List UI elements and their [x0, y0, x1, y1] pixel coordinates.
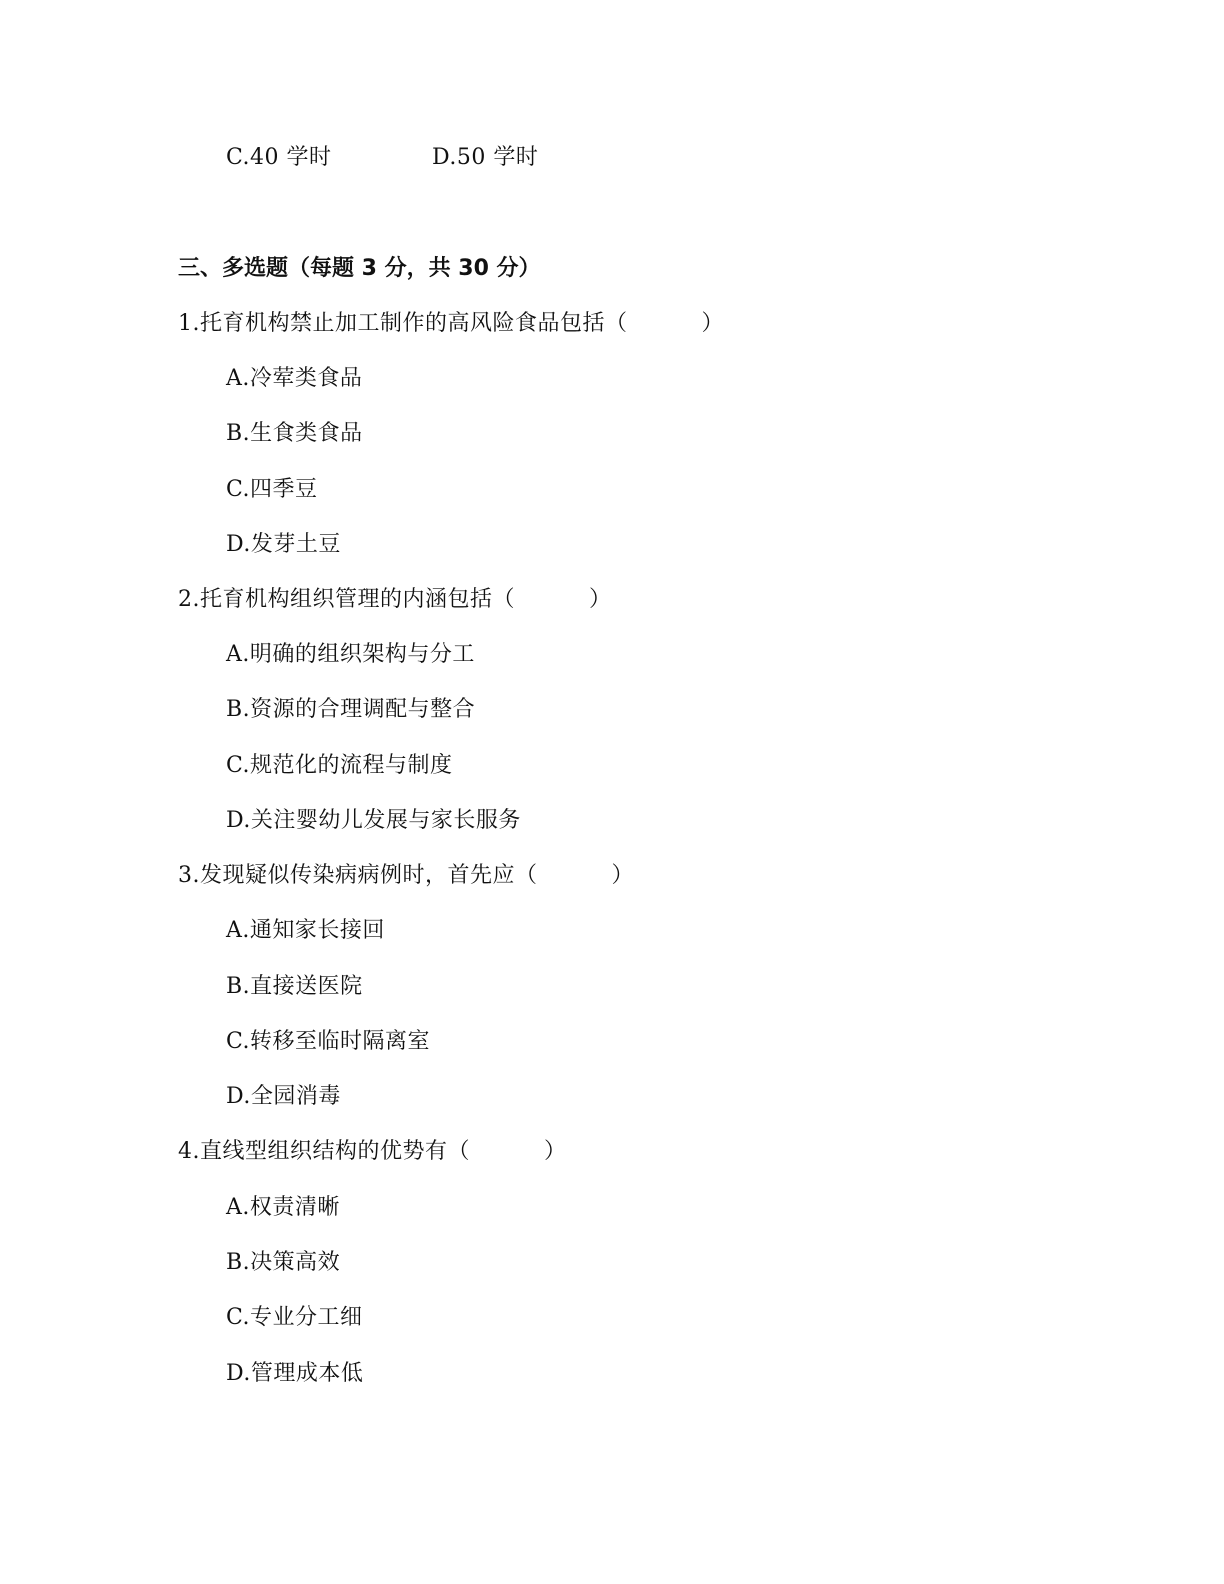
- q1-option-a: A.冷荤类食品: [226, 366, 363, 391]
- question-stem: 2.托育机构组织管理的内涵包括（: [178, 587, 515, 612]
- q4-option-d: D.管理成本低: [226, 1361, 364, 1386]
- q4-option-b: B.决策高效: [226, 1250, 341, 1275]
- question-3: [178, 861, 634, 891]
- q1-option-b: B.生食类食品: [226, 421, 363, 446]
- question-1: [178, 309, 724, 339]
- q2-option-d: D.关注婴幼儿发展与家长服务: [226, 808, 521, 833]
- q2-option-a: A.明确的组织架构与分工: [226, 642, 475, 667]
- prev-option-d: D.50 学时: [432, 145, 539, 170]
- question-close-paren: ）: [544, 1139, 567, 1164]
- q3-option-b: B.直接送医院: [226, 974, 363, 999]
- q4-option-c: C.专业分工细: [226, 1305, 363, 1330]
- q3-option-c: C.转移至临时隔离室: [226, 1029, 431, 1054]
- q2-option-b: B.资源的合理调配与整合: [226, 697, 476, 722]
- question-stem: 1.托育机构禁止加工制作的高风险食品包括（: [178, 311, 628, 336]
- q1-option-d: D.发芽土豆: [226, 532, 341, 557]
- q2-option-c: C.规范化的流程与制度: [226, 753, 453, 778]
- section-title: 三、多选题（每题 3 分，共 30 分）: [178, 256, 541, 281]
- q3-option-d: D.全园消毒: [226, 1084, 341, 1109]
- q3-option-a: A.通知家长接回: [226, 918, 385, 943]
- question-close-paren: ）: [611, 863, 635, 888]
- question-stem: 4.直线型组织结构的优势有（: [178, 1139, 470, 1164]
- prev-option-c: C.40 学时: [226, 145, 332, 170]
- question-4: [178, 1137, 567, 1167]
- q1-option-c: C.四季豆: [226, 477, 318, 502]
- question-2: [178, 585, 612, 615]
- question-close-paren: ）: [701, 311, 725, 336]
- q4-option-a: A.权责清晰: [226, 1195, 340, 1220]
- question-close-paren: ）: [589, 587, 612, 612]
- question-stem: 3.发现疑似传染病病例时，首先应（: [178, 863, 538, 888]
